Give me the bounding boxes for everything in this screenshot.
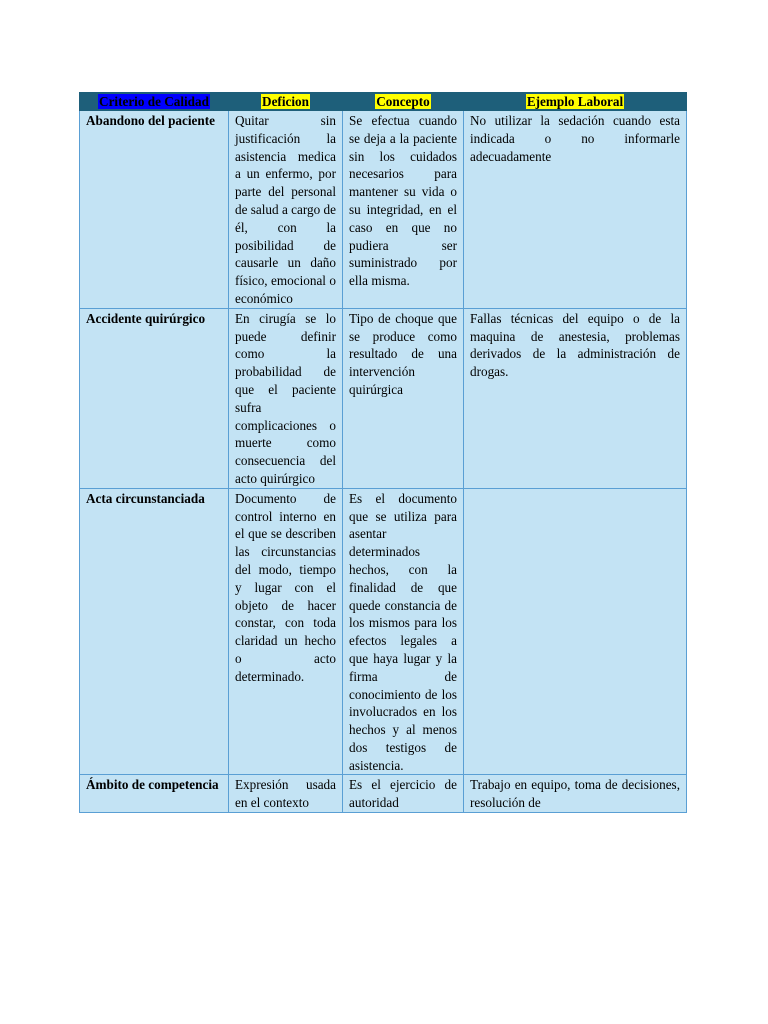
definicion-cell: Expresión usada en el contexto xyxy=(229,775,343,813)
concepto-cell: Es el documento que se utiliza para asentar determinados hechos, con la finalidad de que quede constancia de los mismos para los efectos legales a que haya lugar y la firma de conocimiento de los involucrados en los hechos y al menos dos testigos de asistencia. xyxy=(343,488,464,775)
table-row xyxy=(80,775,687,813)
table-row xyxy=(80,111,687,309)
criterio-cell: Accidente quirúrgico xyxy=(80,308,229,488)
definicion-cell: En cirugía se lo puede definir como la probabilidad de que el paciente sufra complicaciones o muerte como consecuencia del acto quirúrgico xyxy=(229,308,343,488)
header-row xyxy=(80,93,687,111)
header-concepto-label: Concepto xyxy=(376,94,430,109)
definicion-cell: Quitar sin justificación la asistencia medica a un enfermo, por parte del personal de salud a cargo de él, con la posibilidad de causarle un daño físico, emocional o económico xyxy=(229,111,343,309)
header-ejemplo xyxy=(464,93,687,111)
criterio-cell: Abandono del paciente xyxy=(80,111,229,309)
ejemplo-cell xyxy=(464,488,687,775)
ejemplo-cell: Trabajo en equipo, toma de decisiones, resolución de xyxy=(464,775,687,813)
criterio-cell: Ámbito de competencia xyxy=(80,775,229,813)
header-ejemplo-label: Ejemplo Laboral xyxy=(526,94,624,109)
table-row xyxy=(80,308,687,488)
ejemplo-cell: No utilizar la sedación cuando esta indicada o no informarle adecuadamente xyxy=(464,111,687,309)
concepto-cell: Es el ejercicio de autoridad xyxy=(343,775,464,813)
ejemplo-cell: Fallas técnicas del equipo o de la maquina de anestesia, problemas derivados de la administración de drogas. xyxy=(464,308,687,488)
header-deficion-label: Deficion xyxy=(262,94,309,109)
concepto-cell: Tipo de choque que se produce como resultado de una intervención quirúrgica xyxy=(343,308,464,488)
table-viewport xyxy=(79,92,687,918)
concepto-cell: Se efectua cuando se deja a la paciente sin los cuidados necesarios para mantener su vida o su integridad, en el caso en que no pudiera ser suministrado por ella misma. xyxy=(343,111,464,309)
header-concepto xyxy=(343,93,464,111)
header-deficion xyxy=(229,93,343,111)
criterio-cell: Acta circunstanciada xyxy=(80,488,229,775)
definicion-cell: Documento de control interno en el que se describen las circunstancias del modo, tiempo y lugar con el objeto de hacer constar, con toda claridad un hecho o acto determinado. xyxy=(229,488,343,775)
header-criterio-label: Criterio de Calidad xyxy=(99,94,209,109)
table-row xyxy=(80,488,687,775)
quality-criteria-table xyxy=(79,92,687,813)
header-criterio xyxy=(80,93,229,111)
